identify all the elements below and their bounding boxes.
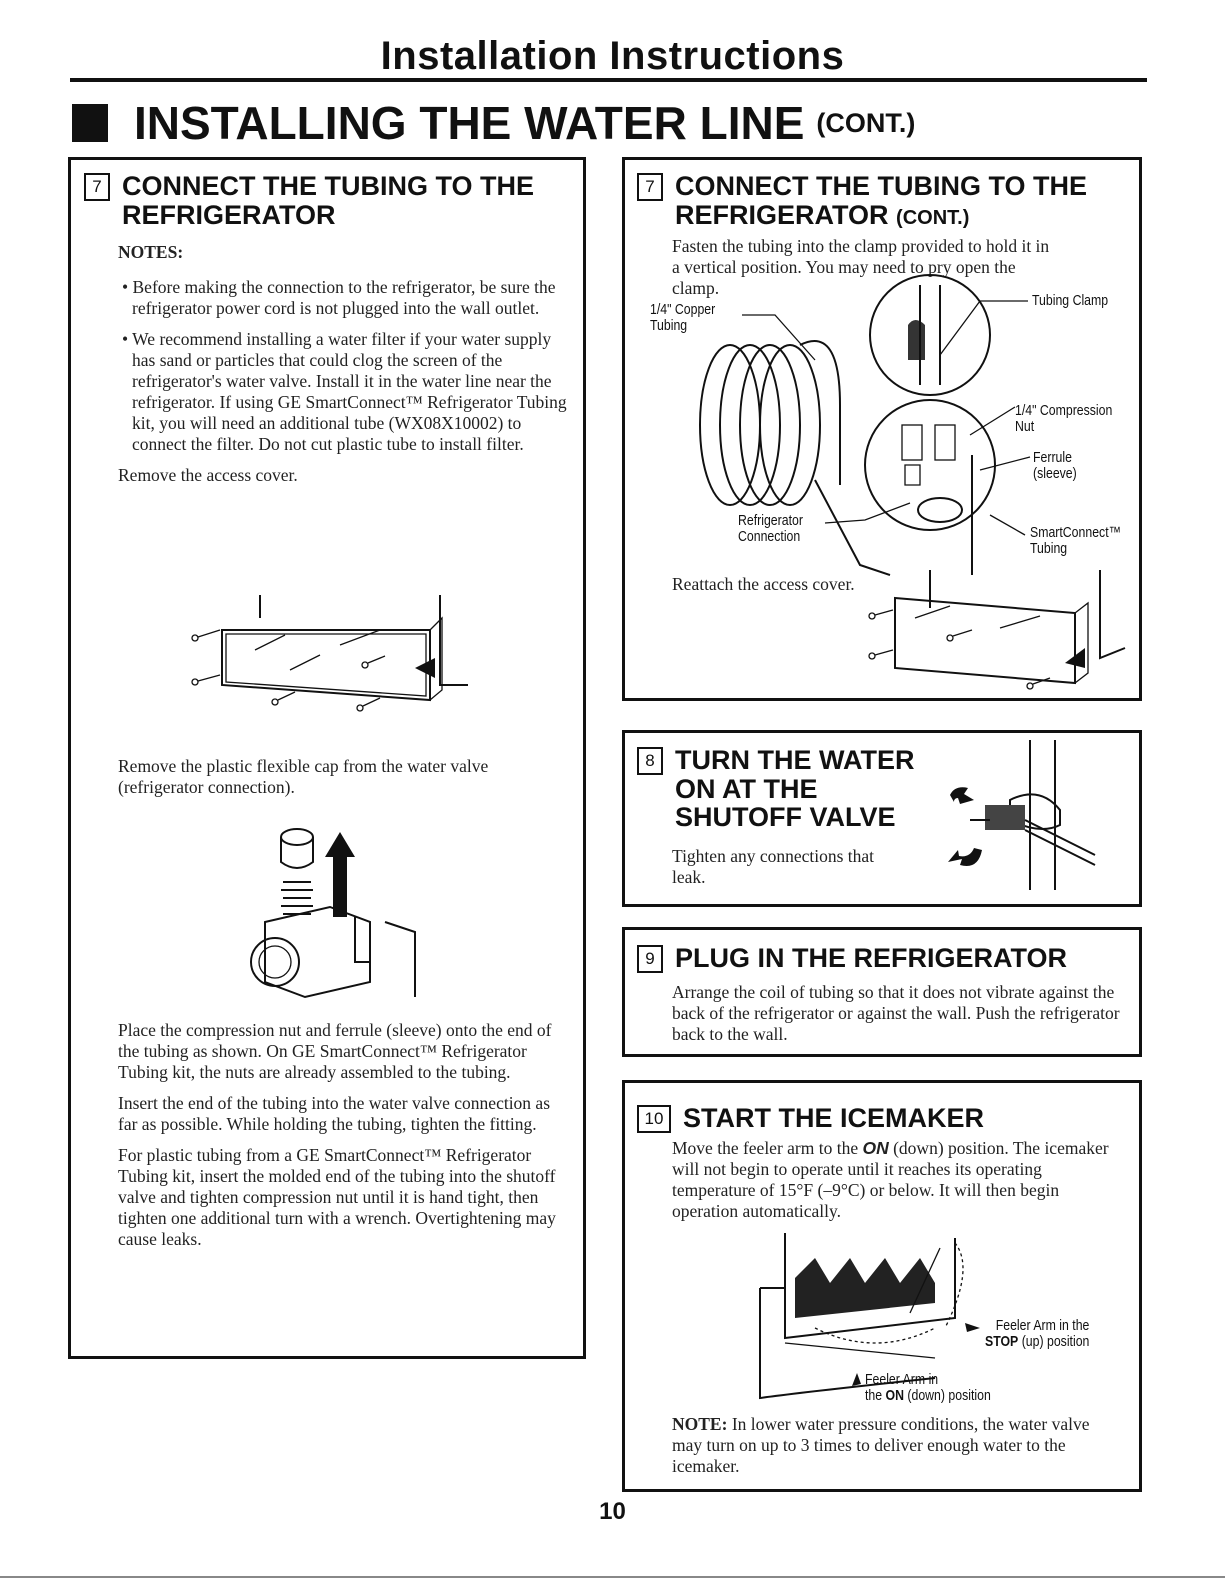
label-nut-1: 1/4" Compression <box>1015 402 1113 419</box>
label-feeler-stop <box>985 1318 1089 1350</box>
note-bullet-2: • We recommend installing a water filter if your water supply has sand or particles that could clog the screen of the refrigerator's water valve. Install it in the water line near the refrigerator. If using GE SmartConnect™ Refrigerator Tubing kit, you will need an additional tube (WX08X10002) to connect the filter. Do not cut plastic tube to install filter. <box>122 329 567 454</box>
label-on-2: (down) position <box>907 1387 991 1404</box>
step7-title-line1: CONNECT THE TUBING TO THE <box>122 171 535 201</box>
label-tubing-clamp: Tubing Clamp <box>1032 292 1109 309</box>
section-title-text: INSTALLING THE WATER LINE <box>134 97 805 149</box>
step8-title-line2: ON AT THE <box>675 774 818 804</box>
remove-cover-text: Remove the access cover. <box>118 465 298 485</box>
shutoff-valve-illustration <box>930 740 1100 895</box>
label-compression-nut <box>1015 403 1112 435</box>
access-cover-illustration <box>180 590 470 720</box>
step9-title <box>637 944 1067 973</box>
step7-number: 7 <box>84 173 110 201</box>
step10-text-post: (down) position. The icemaker will not begin to operate until it reaches its operating temperature of 15°F (–9°C) or below. It will then begin operation automatically. <box>672 1138 1109 1221</box>
step7-title <box>84 172 534 229</box>
step7-cont-title-line2: REFRIGERATOR <box>675 200 889 230</box>
step8-title-line1: TURN THE WATER <box>675 745 915 775</box>
label-copper-2: Tubing <box>650 317 688 334</box>
step10-title <box>637 1104 984 1133</box>
reattach-text: Reattach the access cover. <box>672 574 855 594</box>
label-on-1: Feeler Arm in <box>865 1371 939 1388</box>
step10-note-text: In lower water pressure conditions, the water valve may turn on up to 3 times to deliver enough water to the icemaker. <box>672 1414 1090 1476</box>
place-nut-text: Place the compression nut and ferrule (sleeve) onto the end of the tubing as shown. On GE SmartConnect™ Refrigerator Tubing kit, the nuts are already assembled to the tubing. <box>118 1020 552 1082</box>
note-bullet-1: • Before making the connection to the refrigerator, be sure the refrigerator power cord is not plugged into the wall outlet. <box>122 277 556 318</box>
label-feeler-on <box>865 1372 991 1404</box>
notes-block <box>118 242 573 496</box>
step10-number: 10 <box>637 1105 671 1133</box>
label-stop-1: Feeler Arm in the <box>995 1317 1090 1334</box>
step7-cont-suffix: (CONT.) <box>896 207 970 229</box>
bottom-rule <box>0 1576 1225 1578</box>
remove-cap-text: Remove the plastic flexible cap from the water valve (refrigerator connection). <box>118 756 489 797</box>
label-copper-tubing <box>650 302 715 334</box>
step10-text <box>672 1138 1112 1222</box>
water-valve-illustration <box>245 822 420 1002</box>
label-smartconnect-tubing <box>1030 525 1121 557</box>
step8-number: 8 <box>637 747 663 775</box>
label-refrigerator-connection <box>738 513 803 545</box>
label-ferrule-2: (sleeve) <box>1033 465 1077 482</box>
step7-cont-number: 7 <box>637 173 663 201</box>
black-square-icon <box>72 104 108 142</box>
step10-text-on: ON <box>862 1138 889 1158</box>
label-conn-1: Refrigerator <box>738 512 803 529</box>
fasten-text: Fasten the tubing into the clamp provided to hold it in a vertical position. You may need to pry open the clamp. <box>672 236 1050 298</box>
step9-title-text: PLUG IN THE REFRIGERATOR <box>675 943 1068 973</box>
label-copper-1: 1/4" Copper <box>650 301 716 318</box>
step10-note <box>672 1414 1092 1477</box>
page-header: Installation Instructions <box>380 34 845 78</box>
label-ferrule <box>1033 450 1077 482</box>
step10-text-pre: Move the feeler arm to the <box>672 1138 863 1158</box>
plastic-tubing-text: For plastic tubing from a GE SmartConnect™ Refrigerator Tubing kit, insert the molded end of the tubing into the shutoff valve and tighten compression nut until it is hand tight, then tighten one additional turn with a wrench. Overtightening may cause leaks. <box>118 1145 556 1249</box>
insert-tubing-text: Insert the end of the tubing into the water valve connection as far as possible. While holding the tubing, tighten the fitting. <box>118 1093 551 1134</box>
step8-text: Tighten any connections that leak. <box>672 846 875 887</box>
label-stop-bold: STOP <box>985 1333 1019 1350</box>
section-title-cont: (CONT.) <box>816 107 916 138</box>
step7-cont-title <box>637 172 1087 232</box>
label-smart-1: SmartConnect™ <box>1030 524 1121 541</box>
step8-title <box>637 746 914 831</box>
step9-number: 9 <box>637 945 663 973</box>
section-title <box>72 96 915 150</box>
step7-title-line2: REFRIGERATOR <box>122 200 336 230</box>
left-paragraphs <box>118 1020 573 1260</box>
label-nut-2: Nut <box>1015 418 1035 435</box>
step10-note-label: NOTE: <box>672 1414 728 1434</box>
label-stop-2: (up) position <box>1021 1333 1090 1350</box>
label-ferrule-1: Ferrule <box>1033 449 1072 466</box>
step8-title-line3: SHUTOFF VALVE <box>675 802 896 832</box>
step10-title-text: START THE ICEMAKER <box>683 1103 984 1133</box>
page-number: 10 <box>599 1498 626 1525</box>
label-on-pre: the <box>865 1387 886 1404</box>
step9-text: Arrange the coil of tubing so that it does not vibrate against the back of the refrigerator or against the wall. Push the refrigerator back to the wall. <box>672 982 1120 1044</box>
notes-label: NOTES: <box>118 242 184 262</box>
label-conn-2: Connection <box>738 528 801 545</box>
label-on-bold: ON <box>885 1387 904 1404</box>
reattach-cover-illustration <box>860 568 1130 693</box>
step7-cont-title-line1: CONNECT THE TUBING TO THE <box>675 171 1088 201</box>
label-smart-2: Tubing <box>1030 540 1068 557</box>
header-rule <box>70 78 1147 82</box>
